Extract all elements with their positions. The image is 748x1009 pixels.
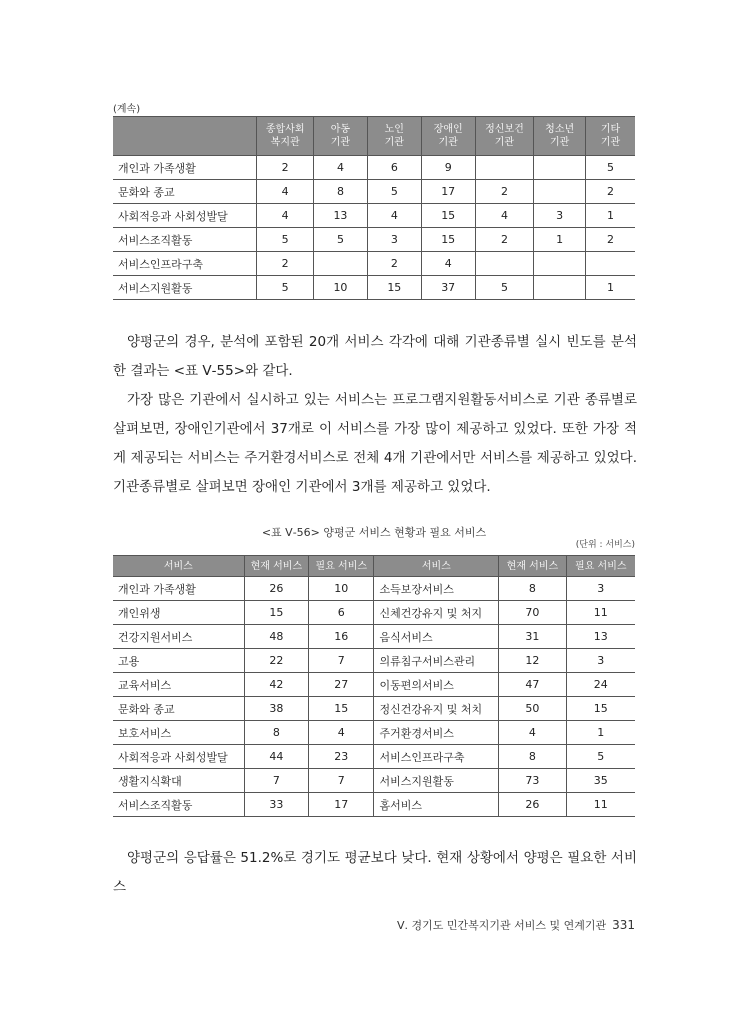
table-cell: 5: [314, 228, 368, 252]
table-cell: 7: [244, 769, 308, 793]
paragraph-line: 가장 많은 기관에서 실시하고 있는 서비스는 프로그램지원활동서비스로 기관 종류별로 살펴보면, 장애인기관에서 37개로 이 서비스를 가장 많이 제공하고 있었다. 또한 가장 적게 제공되는 서비스는 주거환경서비스로 전체 4개 기관에서만 서비스를 제공하고 있었다. 기관종류별로 살펴보면 장애인 기관에서 3개를 제공하고 있었다.: [113, 392, 637, 495]
table-cell: 2: [586, 228, 635, 252]
table-row: [113, 673, 635, 697]
column-header: 서비스: [374, 556, 499, 577]
response-rate-paragraph: [113, 844, 637, 902]
table-cell: 사회적응과 사회성발달: [113, 745, 244, 769]
table-cell: 1: [534, 228, 586, 252]
table-cell: 42: [244, 673, 308, 697]
column-header: 종합사회 복지관: [257, 117, 314, 156]
table-row: [113, 180, 635, 204]
table-cell: 70: [499, 601, 566, 625]
table-cell: [534, 252, 586, 276]
table-cell: [534, 276, 586, 300]
table-cell: 2: [475, 228, 534, 252]
table-row: [113, 793, 635, 817]
table-cell: 10: [314, 276, 368, 300]
table-row: [113, 577, 635, 601]
table-cell: 서비스인프라구축: [374, 745, 499, 769]
table-row: [113, 156, 635, 180]
table-cell: [475, 252, 534, 276]
institution-type-service-table: [113, 116, 635, 300]
table-cell: 개인과 가족생활: [113, 577, 244, 601]
table-cell: 서비스인프라구축: [113, 252, 257, 276]
page-number: 331: [612, 918, 635, 932]
table-cell: 1: [586, 276, 635, 300]
table-cell: 4: [314, 156, 368, 180]
paragraph-line: 양평군의 응답률은 51.2%로 경기도 평균보다 낮다. 현재 상황에서 양평은 필요한 서비스: [113, 850, 637, 895]
table-cell: 4: [499, 721, 566, 745]
table-row: [113, 769, 635, 793]
table-cell: 26: [244, 577, 308, 601]
table-row: [113, 649, 635, 673]
column-header: 필요 서비스: [566, 556, 635, 577]
table-cell: 11: [566, 793, 635, 817]
table-cell: 37: [421, 276, 475, 300]
table-cell: 15: [367, 276, 421, 300]
table-cell: 17: [309, 793, 374, 817]
table-cell: 서비스조직활동: [113, 793, 244, 817]
table-cell: 건강지원서비스: [113, 625, 244, 649]
table-cell: 15: [244, 601, 308, 625]
table-cell: 7: [309, 649, 374, 673]
table-cell: 2: [586, 180, 635, 204]
table-cell: 8: [499, 577, 566, 601]
table-cell: 문화와 종교: [113, 180, 257, 204]
table-cell: 보호서비스: [113, 721, 244, 745]
table-cell: 8: [499, 745, 566, 769]
table-cell: 7: [309, 769, 374, 793]
table-cell: 서비스지원활동: [113, 276, 257, 300]
table-cell: 1: [586, 204, 635, 228]
table-cell: 17: [421, 180, 475, 204]
paragraph-line: 양평군의 경우, 분석에 포함된 20개 서비스 각각에 대해 기관종류별 실시 빈도를 분석한 결과는 <표 Ⅴ-55>와 같다.: [113, 334, 637, 379]
footer-section-title: Ⅴ. 경기도 민간복지기관 서비스 및 연계기관: [396, 919, 607, 932]
table-cell: 27: [309, 673, 374, 697]
table-cell: 15: [421, 204, 475, 228]
table-row: [113, 276, 635, 300]
table-unit: (단위 : 서비스): [575, 540, 635, 550]
table-cell: 3: [367, 228, 421, 252]
column-header: 필요 서비스: [309, 556, 374, 577]
table-cell: 서비스조직활동: [113, 228, 257, 252]
table-cell: 소득보장서비스: [374, 577, 499, 601]
table-cell: 6: [309, 601, 374, 625]
table-row: [113, 252, 635, 276]
table-cell: 15: [421, 228, 475, 252]
table-cell: 73: [499, 769, 566, 793]
table-cell: 2: [257, 252, 314, 276]
table-cell: 26: [499, 793, 566, 817]
table-cell: 4: [309, 721, 374, 745]
table-cell: 4: [257, 180, 314, 204]
table-cell: 12: [499, 649, 566, 673]
table-cell: 15: [309, 697, 374, 721]
continued-label: (계속): [113, 104, 141, 115]
table-cell: 정신건강유지 및 처치: [374, 697, 499, 721]
table-cell: 24: [566, 673, 635, 697]
table-cell: 2: [475, 180, 534, 204]
table-cell: 신체건강유지 및 처지: [374, 601, 499, 625]
analysis-paragraph: [113, 328, 637, 502]
table-cell: 5: [367, 180, 421, 204]
table-cell: 38: [244, 697, 308, 721]
table-cell: 23: [309, 745, 374, 769]
table-cell: 3: [566, 577, 635, 601]
table-cell: 1: [566, 721, 635, 745]
table-cell: 22: [244, 649, 308, 673]
table-cell: 5: [475, 276, 534, 300]
table-cell: 11: [566, 601, 635, 625]
column-header: 기타 기관: [586, 117, 635, 156]
table-cell: 6: [367, 156, 421, 180]
table-cell: 15: [566, 697, 635, 721]
table-cell: 35: [566, 769, 635, 793]
column-header: 현재 서비스: [244, 556, 308, 577]
table-cell: 13: [566, 625, 635, 649]
table-cell: 5: [566, 745, 635, 769]
table-cell: 홈서비스: [374, 793, 499, 817]
table-cell: 4: [475, 204, 534, 228]
table-cell: 33: [244, 793, 308, 817]
table-cell: 47: [499, 673, 566, 697]
table-cell: 10: [309, 577, 374, 601]
table-cell: 2: [367, 252, 421, 276]
table-cell: 4: [257, 204, 314, 228]
table-row: [113, 721, 635, 745]
table-row: [113, 745, 635, 769]
column-header: 아동 기관: [314, 117, 368, 156]
table-cell: 8: [314, 180, 368, 204]
table-row: [113, 228, 635, 252]
table-cell: 서비스지원활동: [374, 769, 499, 793]
table-cell: 주거환경서비스: [374, 721, 499, 745]
table-cell: 48: [244, 625, 308, 649]
table-cell: [475, 156, 534, 180]
table-cell: 개인위생: [113, 601, 244, 625]
table-cell: 5: [257, 276, 314, 300]
table-cell: 4: [421, 252, 475, 276]
table-cell: 44: [244, 745, 308, 769]
table-cell: 16: [309, 625, 374, 649]
page-footer: [397, 917, 635, 933]
table-cell: 13: [314, 204, 368, 228]
table-cell: [534, 156, 586, 180]
service-status-table: [113, 555, 635, 817]
table-cell: 의류침구서비스관리: [374, 649, 499, 673]
column-header: 장애인 기관: [421, 117, 475, 156]
table-cell: 생활지식확대: [113, 769, 244, 793]
table-row: [113, 625, 635, 649]
table-cell: 고용: [113, 649, 244, 673]
column-header: 현재 서비스: [499, 556, 566, 577]
column-header: 정신보건 기관: [475, 117, 534, 156]
column-header: 노인 기관: [367, 117, 421, 156]
column-header: [113, 117, 257, 156]
table-cell: [314, 252, 368, 276]
table-cell: 5: [257, 228, 314, 252]
table-cell: 3: [566, 649, 635, 673]
table-cell: 사회적응과 사회성발달: [113, 204, 257, 228]
table-cell: 4: [367, 204, 421, 228]
table-cell: 이동편의서비스: [374, 673, 499, 697]
table-cell: 음식서비스: [374, 625, 499, 649]
table-cell: 31: [499, 625, 566, 649]
table-row: [113, 697, 635, 721]
table-row: [113, 601, 635, 625]
table-cell: 9: [421, 156, 475, 180]
table-row: [113, 204, 635, 228]
table-caption: <표 Ⅴ-56> 양평군 서비스 현황과 필요 서비스: [261, 526, 487, 539]
column-header: 서비스: [113, 556, 244, 577]
table-cell: 3: [534, 204, 586, 228]
table-cell: 교육서비스: [113, 673, 244, 697]
table-cell: 5: [586, 156, 635, 180]
table-cell: 50: [499, 697, 566, 721]
table-cell: [586, 252, 635, 276]
column-header: 청소년 기관: [534, 117, 586, 156]
table-cell: 8: [244, 721, 308, 745]
table-cell: 2: [257, 156, 314, 180]
table-cell: [534, 180, 586, 204]
table-cell: 개인과 가족생활: [113, 156, 257, 180]
table-cell: 문화와 종교: [113, 697, 244, 721]
